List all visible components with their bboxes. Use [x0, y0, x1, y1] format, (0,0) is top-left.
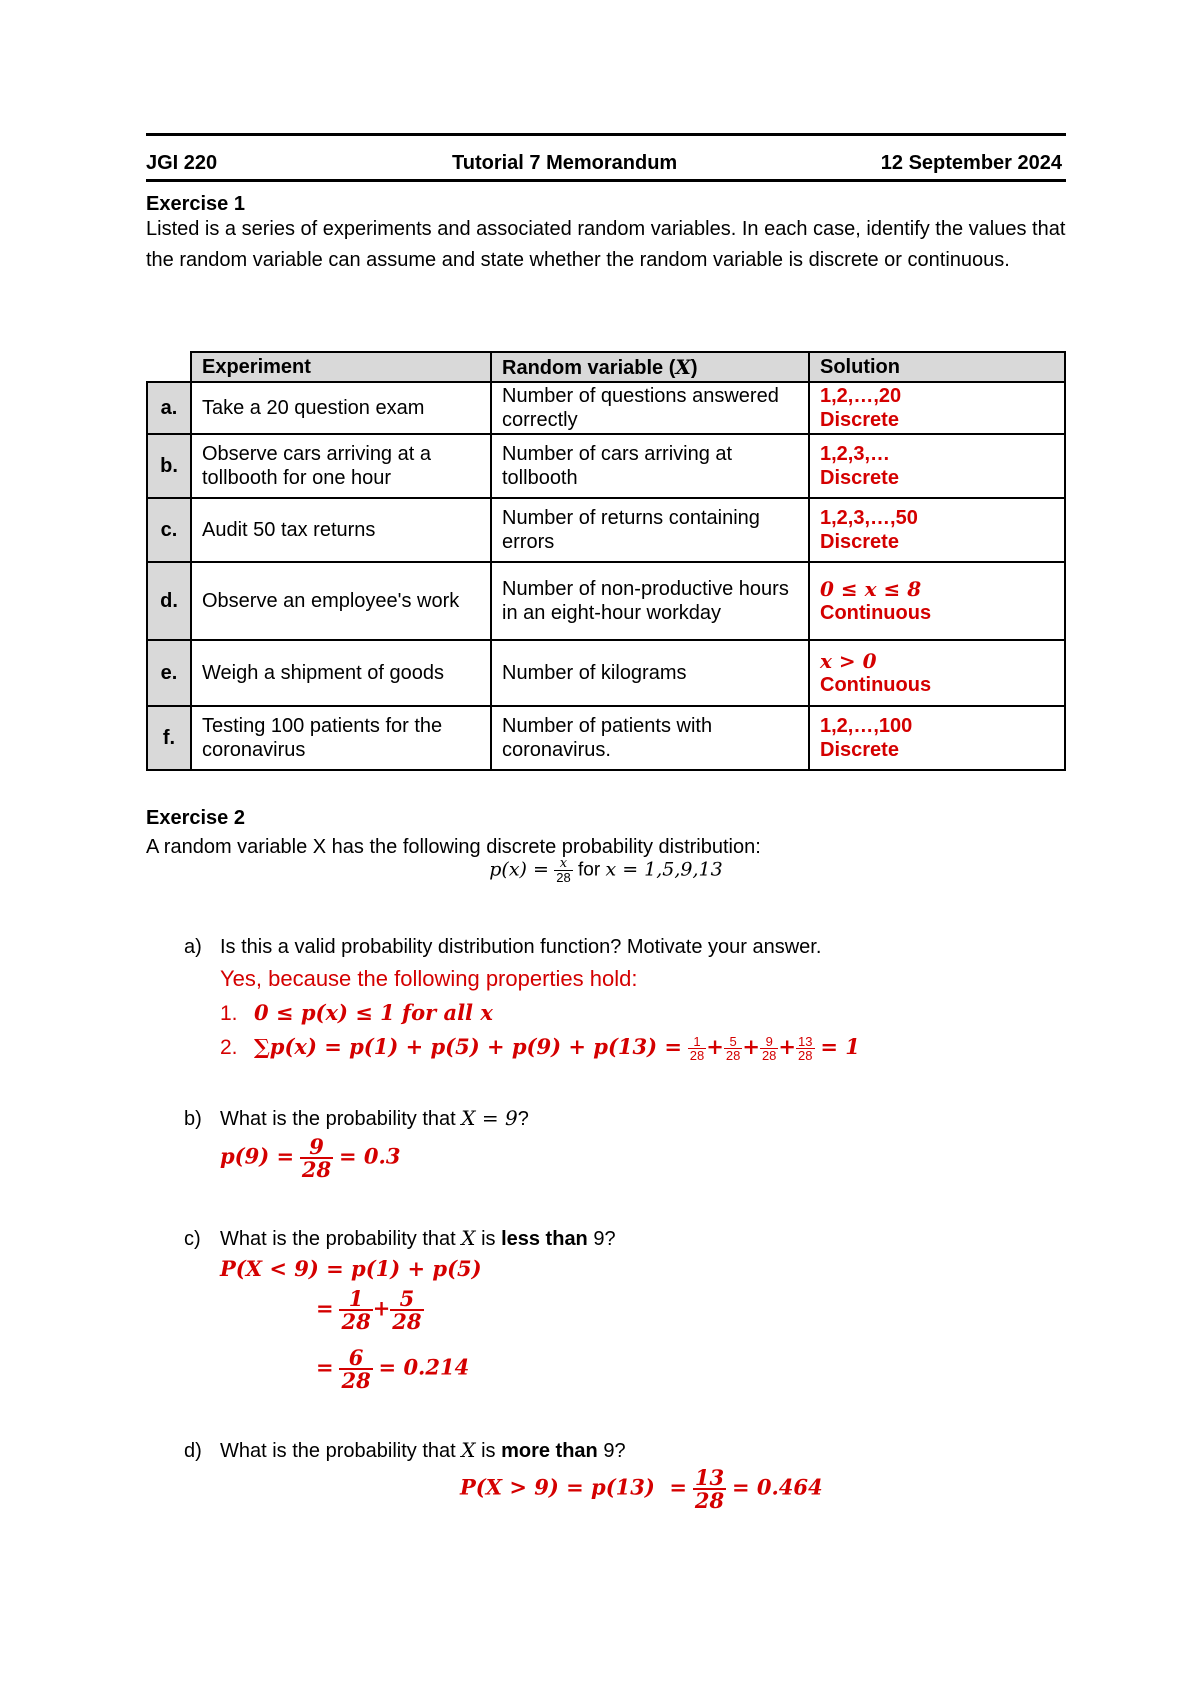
solution-values: 1,2,…,20: [820, 385, 902, 407]
formula-for: for: [577, 859, 601, 881]
answer-lhs: p(9) =: [220, 1143, 295, 1169]
question-text: What is the probability that: [220, 1108, 456, 1130]
fraction-numerator: 1: [693, 1033, 701, 1049]
header-top-rule: [146, 133, 1066, 136]
answer-d: [460, 1467, 823, 1511]
fraction-numerator: 9: [309, 1134, 324, 1159]
fraction-denominator: 28: [694, 1488, 725, 1513]
row-solution: [809, 562, 1065, 640]
fraction: [796, 1035, 814, 1062]
fraction-denominator: 28: [301, 1157, 332, 1182]
fraction-denominator: 28: [341, 1368, 371, 1393]
question-end: 9?: [603, 1440, 626, 1462]
row-experiment: Observe cars arriving at a tollbooth for one hour: [191, 434, 491, 498]
solution-values: 0 ≤ x ≤ 8: [820, 577, 922, 601]
answer-a-property-1: [220, 1000, 493, 1026]
fraction: [760, 1035, 778, 1062]
fraction-denominator: 28: [689, 1047, 705, 1063]
question-d: [184, 1438, 626, 1463]
table-row: [147, 562, 1065, 640]
fraction: [693, 1467, 726, 1511]
property-formula: 0 ≤ p(x) ≤ 1 for all x: [254, 1000, 493, 1025]
solution-type: Discrete: [820, 409, 899, 431]
exercise-2-intro: A random variable X has the following discrete probability distribution:: [146, 836, 761, 858]
row-solution: [809, 498, 1065, 562]
fraction-numerator: 5: [399, 1286, 415, 1311]
solution-type: Discrete: [820, 531, 899, 553]
solution-values: 1,2,3,…: [820, 443, 891, 465]
document-date: 12 September 2024: [880, 152, 1062, 174]
question-math: X = 9: [461, 1106, 518, 1130]
row-variable: Number of returns containing errors: [491, 498, 809, 562]
question-is: is: [481, 1228, 496, 1250]
question-end: 9?: [593, 1228, 616, 1250]
row-solution: [809, 434, 1065, 498]
solution-type: Discrete: [820, 467, 899, 489]
fraction: [688, 1035, 706, 1062]
plus-sign: +: [372, 1295, 391, 1321]
fraction-denominator: 28: [392, 1309, 422, 1334]
row-experiment: Audit 50 tax returns: [191, 498, 491, 562]
property-result: = 1: [820, 1034, 860, 1059]
question-b: [184, 1106, 529, 1131]
question-a: [184, 936, 821, 959]
solution-values: 1,2,3,…,50: [820, 507, 918, 529]
document-title: Tutorial 7 Memorandum: [452, 152, 678, 174]
equals-sign: =: [316, 1295, 334, 1321]
answer-b: [220, 1136, 400, 1180]
question-emphasis: more than: [501, 1440, 598, 1462]
answer-result: = 0.464: [731, 1474, 823, 1500]
row-label: a.: [147, 382, 191, 434]
answer-expression: P(X < 9) = p(1) + p(5): [220, 1256, 482, 1281]
experiments-table: [146, 351, 1066, 771]
row-variable: Number of questions answered correctly: [491, 382, 809, 434]
formula-rhs: x = 1,5,9,13: [605, 858, 723, 881]
fraction-numerator: 13: [694, 1465, 725, 1490]
question-c: [184, 1226, 616, 1251]
column-header-experiment: Experiment: [191, 352, 491, 382]
property-number: 2.: [220, 1036, 238, 1059]
fraction-numerator: x: [559, 856, 568, 871]
row-label: c.: [147, 498, 191, 562]
fraction: [339, 1347, 372, 1391]
question-emphasis: less than: [501, 1228, 588, 1250]
fraction-numerator: 6: [348, 1345, 364, 1370]
solution-type: Continuous: [820, 674, 932, 696]
solution-values: x > 0: [820, 649, 877, 673]
fraction-denominator: 28: [725, 1047, 741, 1063]
property-number: 1.: [220, 1002, 238, 1025]
answer-lhs: P(X > 9) = p(13) =: [460, 1474, 688, 1500]
fraction: [300, 1136, 333, 1180]
exercise-1-title: Exercise 1: [146, 193, 245, 215]
fraction-numerator: 9: [765, 1033, 773, 1049]
table-row: [147, 434, 1065, 498]
solution-type: Discrete: [820, 739, 899, 761]
question-math: X: [461, 1226, 476, 1250]
question-end: ?: [517, 1108, 529, 1130]
row-solution: [809, 382, 1065, 434]
answer-result: = 0.3: [339, 1143, 401, 1169]
question-is: is: [481, 1440, 496, 1462]
question-marker: d): [184, 1440, 202, 1462]
table-row: [147, 640, 1065, 706]
row-label: b.: [147, 434, 191, 498]
fraction-numerator: 13: [798, 1033, 813, 1049]
row-variable: Number of cars arriving at tollbooth: [491, 434, 809, 498]
row-label: f.: [147, 706, 191, 770]
answer-c-line-2: [316, 1288, 424, 1332]
question-math: X: [461, 1438, 476, 1462]
table-corner: [147, 352, 191, 382]
fraction: [339, 1288, 372, 1332]
row-experiment: Weigh a shipment of goods: [191, 640, 491, 706]
fraction-numerator: 5: [729, 1033, 737, 1049]
solution-values: 1,2,…,100: [820, 715, 913, 737]
table-header-row: [147, 352, 1065, 382]
solution-type: Continuous: [820, 602, 932, 624]
row-solution: [809, 640, 1065, 706]
formula-fraction: [554, 857, 572, 884]
question-text: What is the probability that: [220, 1440, 456, 1462]
document-header: [146, 152, 1066, 178]
question-marker: a): [184, 936, 202, 958]
answer-a-property-2: 2. ∑p(x) = p(1) + p(5) + p(9) + p(13) = $\frac{1}{28}$ + $\frac{5}{28}$ + $\frac{9}{28}$ + $\frac{13}{28}$ = 1: [220, 1033, 860, 1063]
table-row: [147, 706, 1065, 770]
exercise-2-title: Exercise 2: [146, 807, 245, 829]
course-code: JGI 220: [146, 152, 218, 174]
fraction-denominator: 28: [798, 1047, 813, 1063]
table-row: [147, 382, 1065, 434]
row-experiment: Observe an employee's work: [191, 562, 491, 640]
row-experiment: Take a 20 question exam: [191, 382, 491, 434]
fraction: [724, 1035, 742, 1062]
row-variable: Number of non-productive hours in an eight-hour workday: [491, 562, 809, 640]
header-bottom-rule: [146, 179, 1066, 182]
distribution-formula: [146, 857, 1066, 884]
equals-sign: =: [316, 1354, 334, 1380]
fraction: [390, 1288, 423, 1332]
row-experiment: Testing 100 patients for the coronavirus: [191, 706, 491, 770]
exercise-1-intro: Listed is a series of experiments and associated random variables. In each case, identify the values that the random variable can assume and state whether the random variable is discrete or continuous.: [146, 218, 1066, 271]
answer-result: = 0.214: [378, 1354, 470, 1380]
answer-a-text: Yes, because the following properties hold:: [220, 966, 638, 991]
property-formula: ∑p(x) = p(1) + p(5) + p(9) + p(13) =: [254, 1034, 682, 1059]
column-header-solution: Solution: [809, 352, 1065, 382]
fraction-numerator: 1: [348, 1286, 364, 1311]
question-marker: c): [184, 1228, 201, 1250]
question-marker: b): [184, 1108, 202, 1130]
row-solution: [809, 706, 1065, 770]
answer-c-line-3: [316, 1347, 469, 1391]
fraction-denominator: 28: [556, 870, 571, 885]
table-row: [147, 498, 1065, 562]
column-header-random-variable: Random variable (X): [491, 352, 809, 382]
fraction-denominator: 28: [341, 1309, 371, 1334]
formula-lhs: p(x) =: [489, 858, 549, 881]
row-variable: Number of kilograms: [491, 640, 809, 706]
question-text: What is the probability that: [220, 1228, 456, 1250]
question-text: Is this a valid probability distribution function? Motivate your answer.: [220, 936, 822, 958]
fraction-denominator: 28: [761, 1047, 777, 1063]
row-label: d.: [147, 562, 191, 640]
row-variable: Number of patients with coronavirus.: [491, 706, 809, 770]
answer-c-line-1: [220, 1256, 482, 1282]
row-label: e.: [147, 640, 191, 706]
